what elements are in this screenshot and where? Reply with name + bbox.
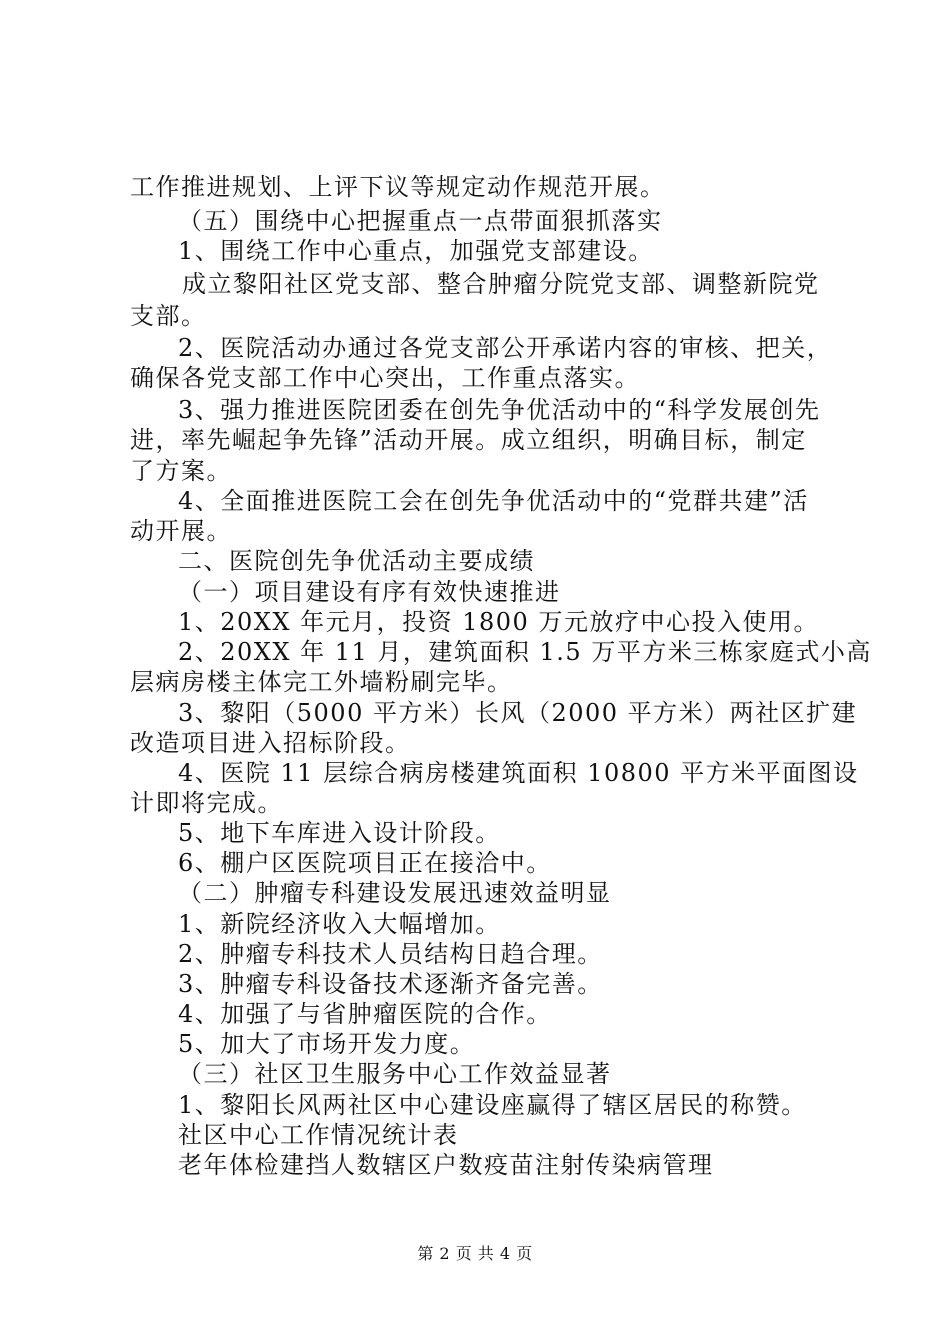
text-line: 2、20XX 年 11 月，建筑面积 1.5 万平方米三栋家庭式小高 bbox=[178, 638, 872, 666]
text-line: 工作推进规划、上评下议等规定动作规范开展。 bbox=[130, 173, 666, 201]
text-line: 2、医院活动办通过各党支部公开承诺内容的审核、把关， bbox=[178, 334, 833, 362]
text-line: 支部。 bbox=[130, 302, 207, 330]
text-line: 1、围绕工作中心重点，加强党支部建设。 bbox=[178, 237, 654, 265]
text-line: 2、肿瘤专科技术人员结构日趋合理。 bbox=[178, 940, 603, 968]
text-line: 5、地下车库进入设计阶段。 bbox=[178, 819, 501, 847]
text-line: 3、肿瘤专科设备技术逐渐齐备完善。 bbox=[178, 970, 603, 998]
text-line: 5、加大了市场开发力度。 bbox=[178, 1030, 476, 1058]
text-line: 成立黎阳社区党支部、整合肿瘤分院党支部、调整新院党 bbox=[182, 270, 820, 298]
table-title: 社区中心工作情况统计表 bbox=[178, 1121, 459, 1149]
text-line: 了方案。 bbox=[130, 457, 232, 485]
text-line: 6、棚户区医院项目正在接洽中。 bbox=[178, 849, 552, 877]
text-line: 进，率先崛起争先锋”活动开展。成立组织，明确目标，制定 bbox=[130, 426, 807, 454]
subsection-heading: （二）肿瘤专科建设发展迅速效益明显 bbox=[178, 879, 612, 907]
text-line: 4、全面推进医院工会在创先争优活动中的“党群共建”活 bbox=[178, 487, 809, 515]
text-line: 计即将完成。 bbox=[130, 789, 283, 817]
text-line: 确保各党支部工作中心突出，工作重点落实。 bbox=[130, 364, 640, 392]
text-line: 3、黎阳（5000 平方米）长风（2000 平方米）两社区扩建 bbox=[178, 699, 858, 727]
text-line: 1、新院经济收入大幅增加。 bbox=[178, 910, 501, 938]
text-line: 3、强力推进医院团委在创先争优活动中的“科学发展创先 bbox=[178, 396, 821, 424]
text-line: 改造项目进入招标阶段。 bbox=[130, 729, 411, 757]
text-line: 4、加强了与省肿瘤医院的合作。 bbox=[178, 1000, 552, 1028]
text-line: 层病房楼主体完工外墙粉刷完毕。 bbox=[130, 668, 513, 696]
table-header-row: 老年体检建挡人数辖区户数疫苗注射传染病管理 bbox=[178, 1151, 714, 1179]
section-heading: 二、医院创先争优活动主要成绩 bbox=[178, 547, 535, 575]
text-line: 1、20XX 年元月，投资 1800 万元放疗中心投入使用。 bbox=[178, 608, 819, 636]
section-heading: （五）围绕中心把握重点一点带面狠抓落实 bbox=[178, 207, 663, 235]
subsection-heading: （三）社区卫生服务中心工作效益显著 bbox=[178, 1060, 612, 1088]
page-footer: 第 2 页 共 4 页 bbox=[417, 1244, 533, 1263]
text-line: 动开展。 bbox=[130, 517, 232, 545]
subsection-heading: （一）项目建设有序有效快速推进 bbox=[178, 578, 561, 606]
text-line: 4、医院 11 层综合病房楼建筑面积 10800 平方米平面图设 bbox=[178, 759, 859, 787]
text-line: 1、黎阳长风两社区中心建设座赢得了辖区居民的称赞。 bbox=[178, 1091, 807, 1119]
